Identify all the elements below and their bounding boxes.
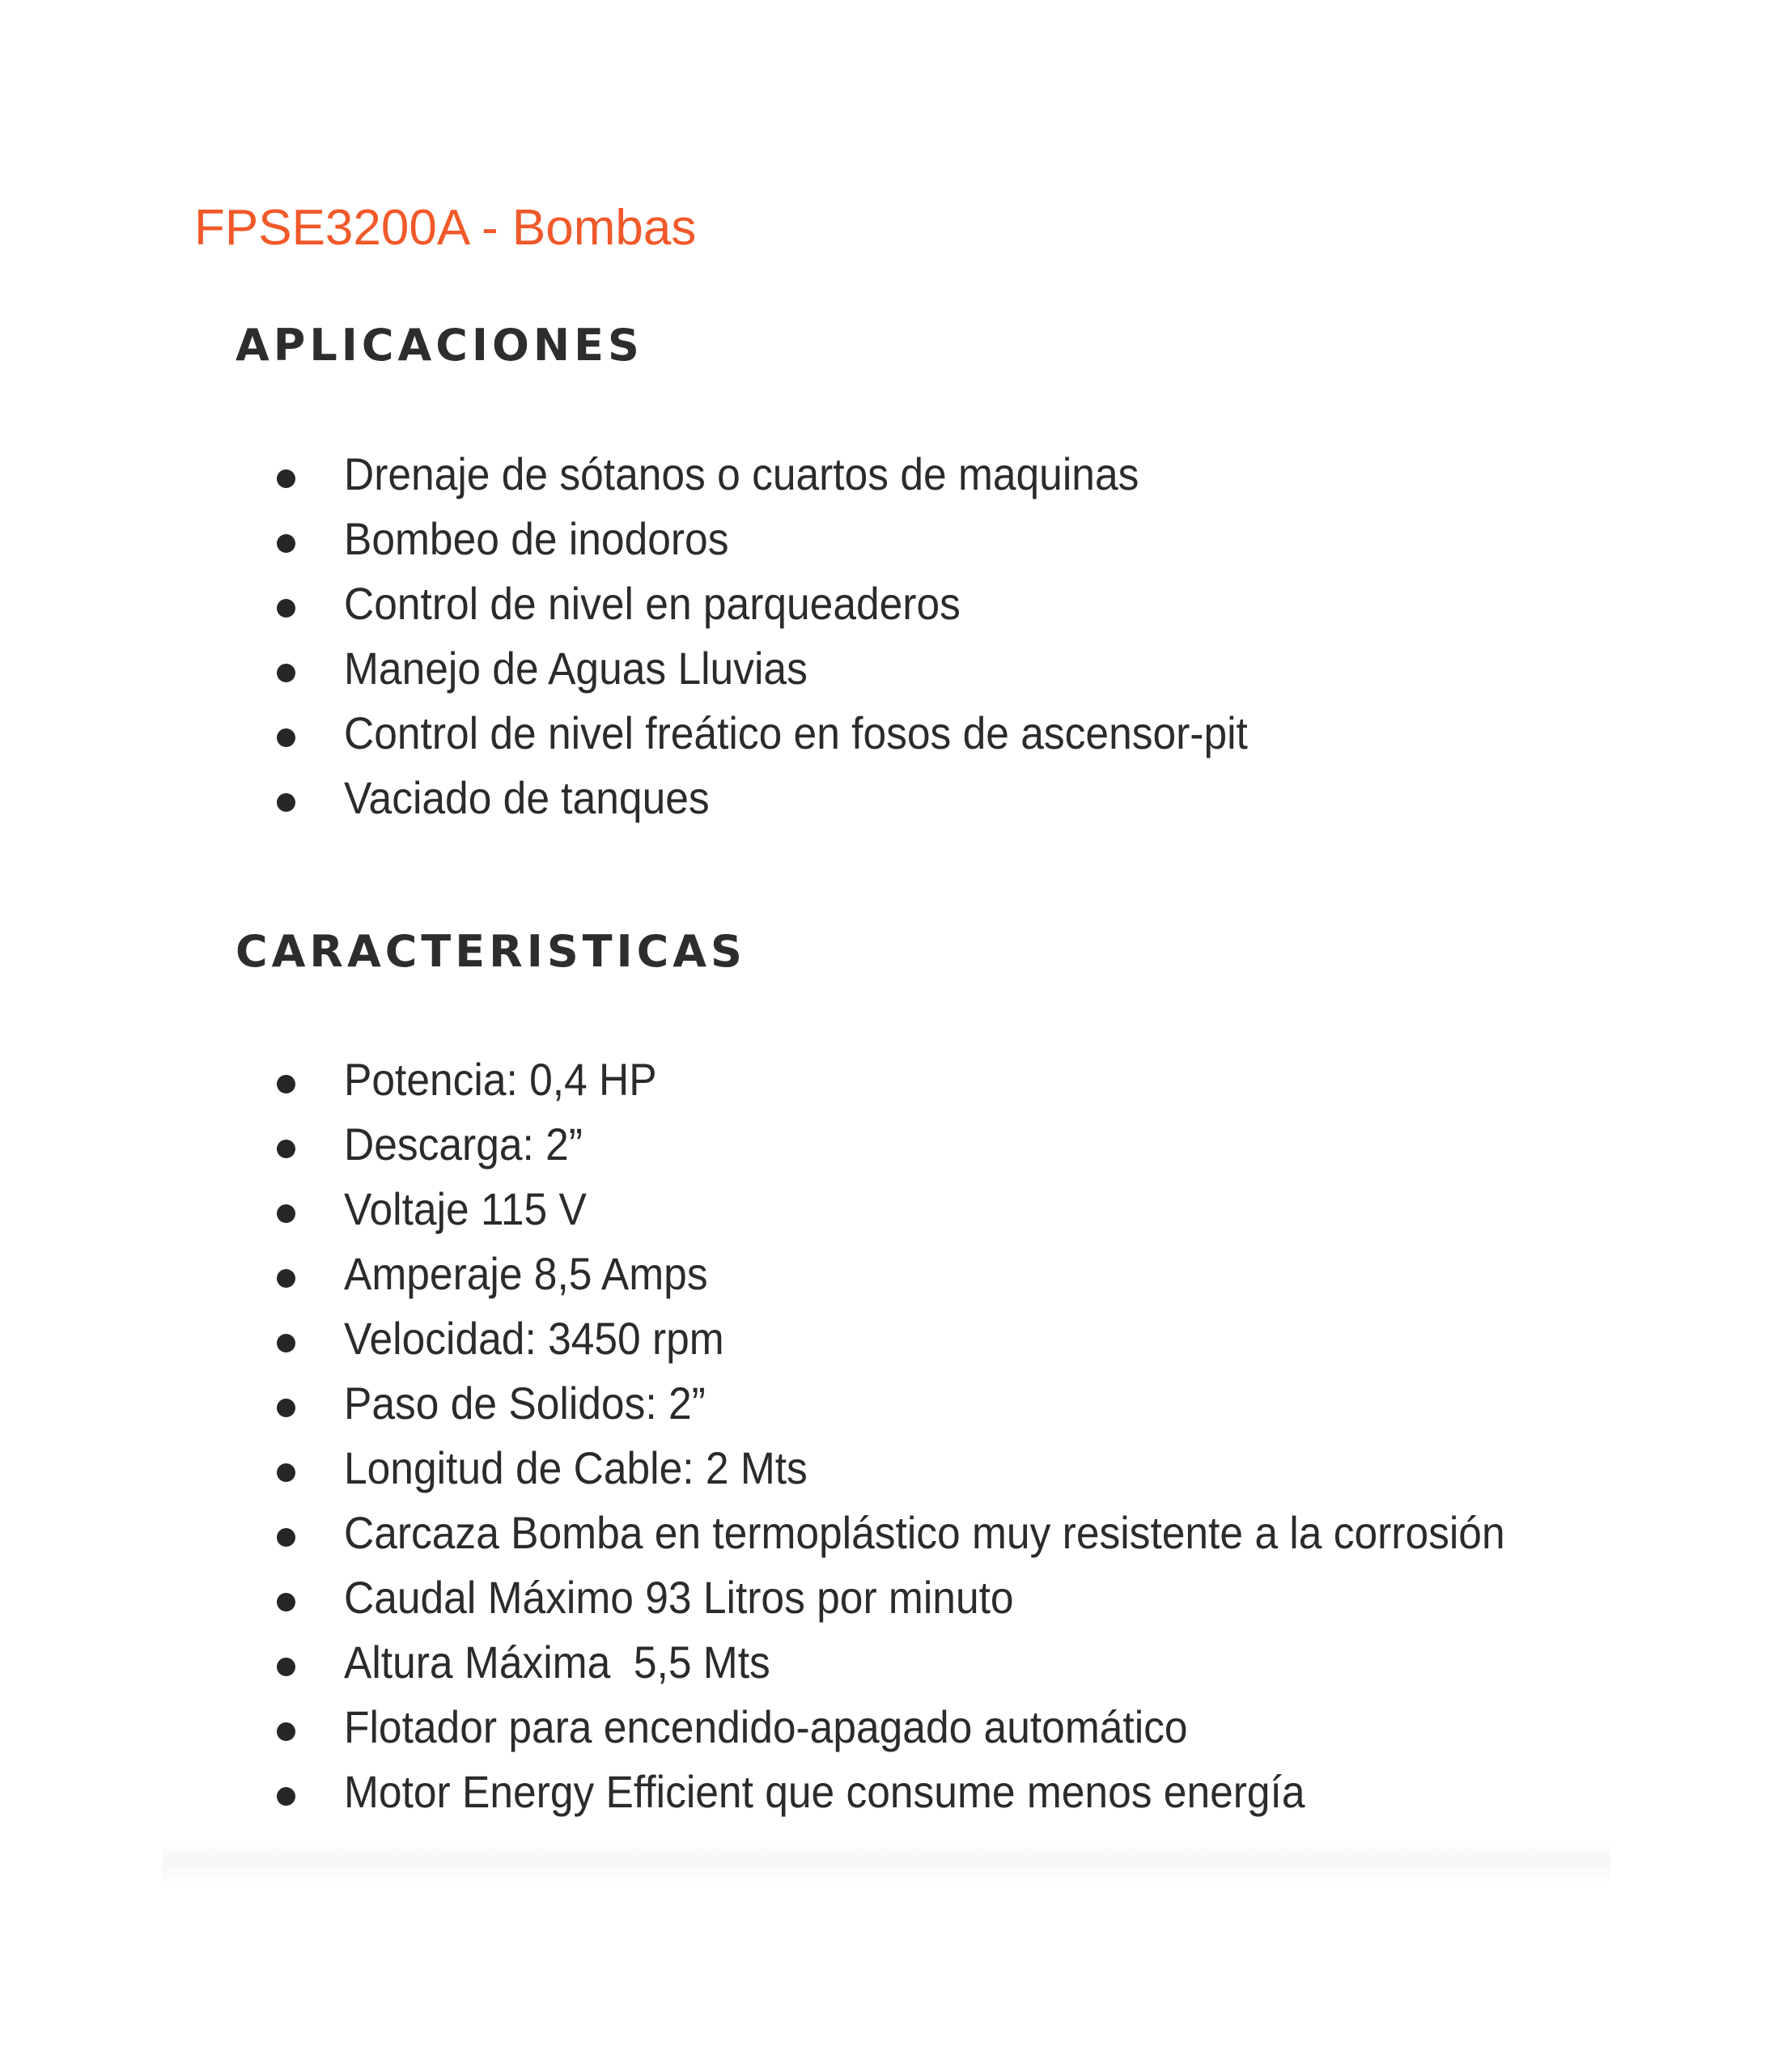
section-heading-caracteristicas: CARACTERISTICAS: [235, 926, 746, 977]
bullet-icon: [277, 793, 295, 812]
bullet-icon: [277, 534, 295, 553]
list-item-text: Control de nivel en parqueaderos: [344, 578, 961, 629]
bullet-icon: [277, 664, 295, 682]
bullet-icon: [277, 1528, 295, 1547]
bullet-icon: [277, 1722, 295, 1741]
list-item-text: Paso de Solidos: 2”: [344, 1378, 706, 1429]
bullet-icon: [277, 1593, 295, 1611]
list-item-text: Voltaje 115 V: [344, 1183, 587, 1234]
list-item-text: Altura Máxima 5,5 Mts: [344, 1637, 770, 1688]
list-item-text: Drenaje de sótanos o cuartos de maquinas: [344, 448, 1139, 499]
section-heading-aplicaciones: APLICACIONES: [235, 320, 643, 371]
list-item-text: Velocidad: 3450 rpm: [344, 1313, 724, 1364]
bullet-icon: [277, 728, 295, 747]
list-item-text: Control de nivel freático en fosos de ascensor-pit: [344, 707, 1248, 758]
list-item-text: Carcaza Bomba en termoplástico muy resistente a la corrosión: [344, 1507, 1505, 1558]
list-item-text: Descarga: 2”: [344, 1119, 583, 1170]
list-item-text: Manejo de Aguas Lluvias: [344, 643, 808, 694]
bullet-icon: [277, 1463, 295, 1482]
list-item-text: Flotador para encendido-apagado automático: [344, 1701, 1188, 1752]
list-item-text: Bombeo de inodoros: [344, 513, 729, 564]
list-item-text: Caudal Máximo 93 Litros por minuto: [344, 1572, 1014, 1623]
bullet-icon: [277, 1269, 295, 1288]
bullet-icon: [277, 1140, 295, 1158]
bottom-divider: [162, 1839, 1610, 1884]
bullet-icon: [277, 1204, 295, 1223]
list-item-text: Longitud de Cable: 2 Mts: [344, 1442, 808, 1493]
bullet-icon: [277, 1658, 295, 1676]
list-item-text: Motor Energy Efficient que consume menos energía: [344, 1766, 1305, 1817]
bullet-icon: [277, 599, 295, 618]
bullet-icon: [277, 1334, 295, 1352]
product-title: FPSE3200A - Bombas: [194, 200, 697, 256]
bullet-icon: [277, 1399, 295, 1417]
list-item-text: Vaciado de tanques: [344, 772, 710, 823]
list-item-text: Potencia: 0,4 HP: [344, 1054, 657, 1105]
bullet-icon: [277, 469, 295, 488]
bullet-icon: [277, 1075, 295, 1093]
list-item-text: Amperaje 8,5 Amps: [344, 1248, 708, 1299]
bullet-icon: [277, 1787, 295, 1806]
